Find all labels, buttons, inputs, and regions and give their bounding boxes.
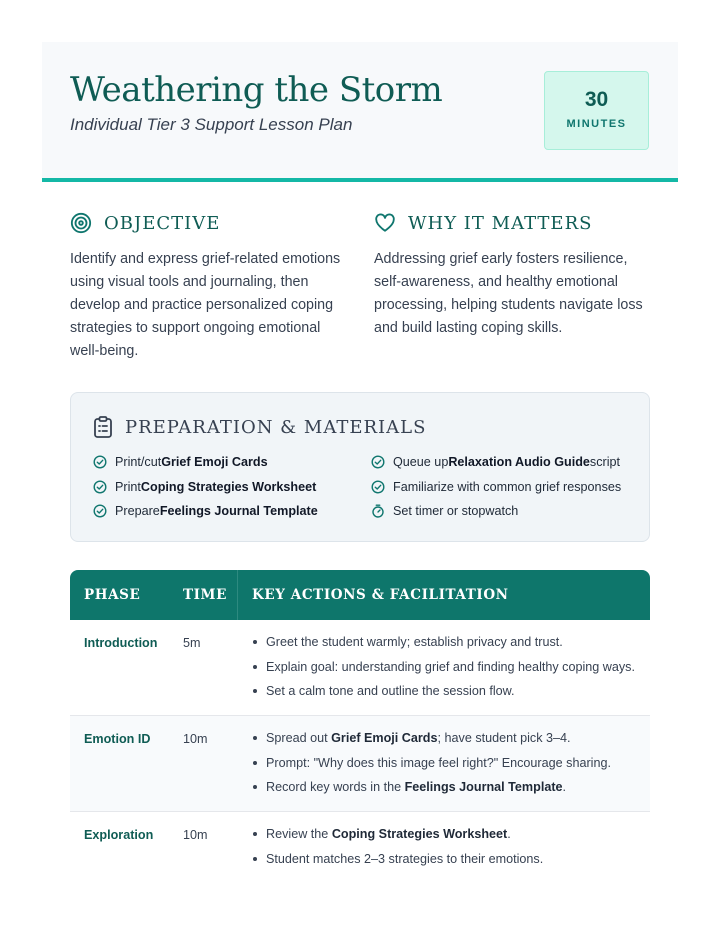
- phase-cell: Exploration: [84, 828, 154, 842]
- why-text: [374, 248, 664, 340]
- why-line: Addressing grief early fosters resilience,: [374, 251, 628, 267]
- objective-text: [70, 248, 360, 363]
- column-header-time: TIME: [183, 587, 227, 603]
- phase-cell: Introduction: [84, 636, 158, 650]
- table-row: [70, 716, 650, 812]
- prep-item: Prepare Feelings Journal Template: [93, 501, 318, 521]
- objective-heading-row: [70, 211, 220, 235]
- action-item: Review the Coping Strategies Worksheet.: [252, 824, 543, 849]
- preparation-heading: PREPARATION & MATERIALS: [125, 416, 427, 438]
- check-circle-icon: [371, 480, 385, 494]
- header-divider-line: [237, 570, 238, 620]
- duration-value: 30: [584, 88, 609, 111]
- time-cell: 10m: [183, 732, 208, 746]
- check-circle-icon: [93, 455, 107, 469]
- action-item: Spread out Grief Emoji Cards; have student pick 3–4.: [252, 728, 611, 753]
- prep-item: Set timer or stopwatch: [371, 501, 518, 521]
- check-circle-icon: [93, 480, 107, 494]
- column-header-phase: PHASE: [84, 587, 141, 603]
- prep-item: Familiarize with common grief responses: [371, 477, 621, 497]
- action-item: Record key words in the Feelings Journal Template.: [252, 777, 611, 802]
- duration-unit: MINUTES: [566, 118, 627, 130]
- clipboard-icon: [93, 416, 113, 438]
- objective-line: develop and practice personalized coping: [70, 297, 334, 313]
- preparation-heading-row: [93, 415, 426, 439]
- objective-heading: OBJECTIVE: [104, 212, 221, 234]
- column-header-actions: KEY ACTIONS & FACILITATION: [252, 587, 509, 603]
- objective-line: using visual tools and journaling, then: [70, 274, 309, 290]
- prep-item: Print/cut Grief Emoji Cards: [93, 452, 268, 472]
- time-cell: 10m: [183, 828, 208, 842]
- why-line: processing, helping students navigate loss: [374, 297, 643, 313]
- action-item: Explain goal: understanding grief and finding healthy coping ways.: [252, 657, 635, 682]
- why-heading: WHY IT MATTERS: [408, 212, 593, 234]
- prep-item: Queue up Relaxation Audio Guide script: [371, 452, 620, 472]
- why-line: self-awareness, and healthy emotional: [374, 274, 618, 290]
- prep-item: Print Coping Strategies Worksheet: [93, 477, 316, 497]
- objective-line: Identify and express grief-related emotions: [70, 251, 341, 267]
- actions-list: [252, 824, 543, 873]
- actions-list: [252, 632, 635, 706]
- session-table: [70, 570, 650, 892]
- preparation-panel: [70, 392, 650, 542]
- objective-line: strategies to support ongoing emotional: [70, 320, 321, 336]
- lesson-title: Weathering the Storm: [70, 70, 443, 110]
- header-divider: [42, 178, 678, 182]
- table-row: [70, 620, 650, 716]
- why-heading-row: [374, 211, 592, 235]
- actions-list: [252, 728, 611, 802]
- table-header: [70, 570, 650, 620]
- why-line: and build lasting coping skills.: [374, 320, 563, 336]
- stopwatch-icon: [371, 504, 385, 518]
- target-icon: [70, 212, 92, 234]
- check-circle-icon: [93, 504, 107, 518]
- action-item: Student matches 2–3 strategies to their emotions.: [252, 849, 543, 874]
- check-circle-icon: [371, 455, 385, 469]
- table-row: [70, 812, 650, 892]
- lesson-subtitle: Individual Tier 3 Support Lesson Plan: [70, 115, 353, 134]
- lesson-header: [42, 42, 678, 179]
- phase-cell: Emotion ID: [84, 732, 151, 746]
- action-item: Set a calm tone and outline the session flow.: [252, 681, 635, 706]
- action-item: Greet the student warmly; establish privacy and trust.: [252, 632, 635, 657]
- time-cell: 5m: [183, 636, 201, 650]
- action-item: Prompt: "Why does this image feel right?" Encourage sharing.: [252, 753, 611, 778]
- objective-line: well-being.: [70, 343, 139, 359]
- heart-icon: [374, 212, 396, 234]
- duration-badge: [544, 71, 649, 150]
